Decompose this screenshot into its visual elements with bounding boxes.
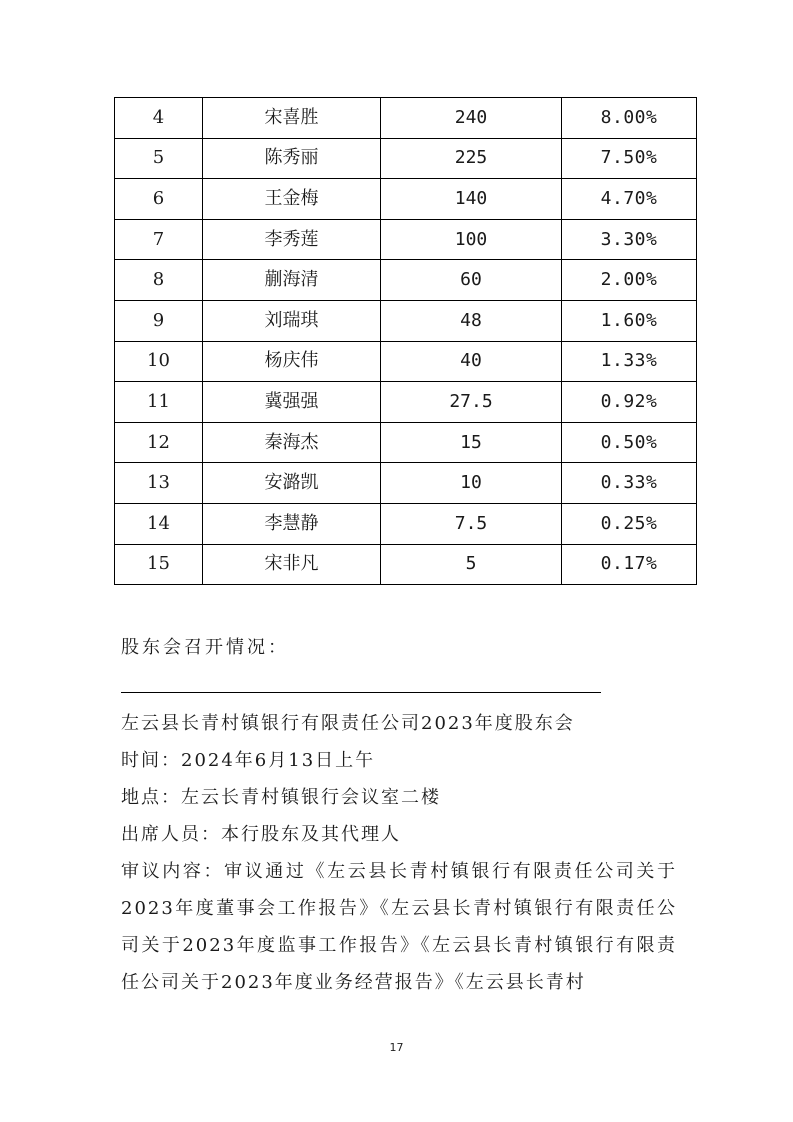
meeting-location: 地点：左云长青村镇银行会议室二楼 (121, 787, 441, 808)
meeting-agenda: 审议内容：审议通过《左云县长青村镇银行有限责任公司关于2023年度董事会工作报告》《左云县长青村镇银行有限责任公司关于2023年度监事工作报告》《左云县长青村镇银行有限责任公司关于2023年度业务经营报告》《左云县长青村 (121, 861, 677, 993)
shareholder-name: 秦海杰 (203, 422, 381, 463)
shareholder-name: 李秀莲 (203, 219, 381, 260)
share-amount: 5 (381, 544, 562, 585)
share-percent: 2.00% (562, 260, 697, 301)
row-number: 14 (115, 503, 203, 544)
table-row (115, 179, 697, 220)
share-percent: 3.30% (562, 219, 697, 260)
row-number: 12 (115, 422, 203, 463)
row-number: 9 (115, 300, 203, 341)
share-amount: 15 (381, 422, 562, 463)
shareholder-name: 杨庆伟 (203, 341, 381, 382)
table-row (115, 219, 697, 260)
table-row (115, 138, 697, 179)
row-number: 10 (115, 341, 203, 382)
table-row (115, 544, 697, 585)
shareholder-name: 安潞凯 (203, 463, 381, 504)
table-row (115, 300, 697, 341)
share-amount: 27.5 (381, 382, 562, 423)
share-percent: 1.60% (562, 300, 697, 341)
row-number: 8 (115, 260, 203, 301)
share-amount: 10 (381, 463, 562, 504)
share-amount: 40 (381, 341, 562, 382)
share-amount: 7.5 (381, 503, 562, 544)
share-percent: 1.33% (562, 341, 697, 382)
share-amount: 240 (381, 98, 562, 139)
table-row (115, 260, 697, 301)
share-amount: 100 (381, 219, 562, 260)
row-number: 6 (115, 179, 203, 220)
shareholder-name: 宋非凡 (203, 544, 381, 585)
share-amount: 225 (381, 138, 562, 179)
shareholder-table (114, 97, 697, 585)
horizontal-divider (121, 692, 601, 693)
shareholder-table-body (115, 98, 697, 585)
table-row (115, 422, 697, 463)
meeting-section-heading: 股东会召开情况： (121, 637, 289, 658)
shareholder-name: 陈秀丽 (203, 138, 381, 179)
share-percent: 8.00% (562, 98, 697, 139)
share-amount: 140 (381, 179, 562, 220)
share-percent: 0.92% (562, 382, 697, 423)
meeting-details (121, 705, 677, 1001)
row-number: 13 (115, 463, 203, 504)
share-percent: 0.17% (562, 544, 697, 585)
row-number: 4 (115, 98, 203, 139)
meeting-time: 时间：2024年6月13日上午 (121, 750, 376, 771)
shareholder-name: 冀强强 (203, 382, 381, 423)
meeting-attendees: 出席人员：本行股东及其代理人 (121, 824, 401, 845)
row-number: 11 (115, 382, 203, 423)
meeting-title: 左云县长青村镇银行有限责任公司2023年度股东会 (121, 713, 575, 734)
share-percent: 0.50% (562, 422, 697, 463)
table-row (115, 503, 697, 544)
table-row (115, 341, 697, 382)
share-percent: 0.25% (562, 503, 697, 544)
share-amount: 60 (381, 260, 562, 301)
row-number: 15 (115, 544, 203, 585)
table-row (115, 98, 697, 139)
share-percent: 4.70% (562, 179, 697, 220)
shareholder-name: 李慧静 (203, 503, 381, 544)
table-row (115, 382, 697, 423)
shareholder-name: 王金梅 (203, 179, 381, 220)
share-percent: 7.50% (562, 138, 697, 179)
shareholder-name: 蒯海清 (203, 260, 381, 301)
shareholder-name: 宋喜胜 (203, 98, 381, 139)
page-number: 17 (389, 1041, 404, 1054)
table-row (115, 463, 697, 504)
share-amount: 48 (381, 300, 562, 341)
row-number: 7 (115, 219, 203, 260)
share-percent: 0.33% (562, 463, 697, 504)
shareholder-name: 刘瑞琪 (203, 300, 381, 341)
row-number: 5 (115, 138, 203, 179)
